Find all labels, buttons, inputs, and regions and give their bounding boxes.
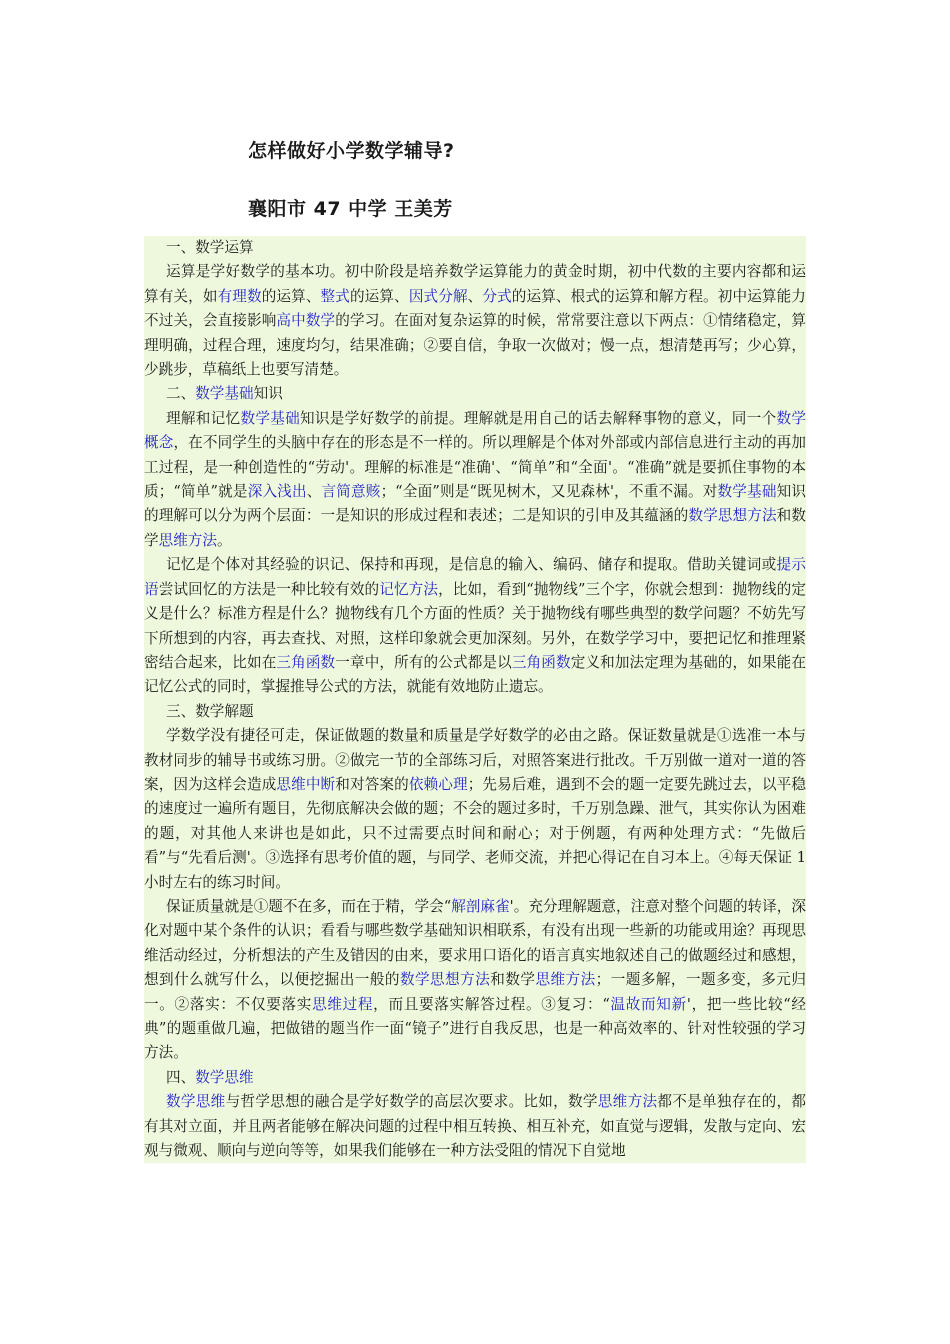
text-segment: ；一题多解，一题多变，多元归一。②落实：不仅要落实 xyxy=(144,971,806,1013)
text-segment: 和对答案的 xyxy=(335,775,409,793)
para-2 xyxy=(144,407,806,553)
text-segment: 定义和加法定理为基础的，如果能在记忆公式的同时，掌握推导公式的方法，就能有效地防止遗忘。 xyxy=(144,653,806,696)
article-body xyxy=(144,236,806,1163)
text-segment: 知识是学好数学的前提。理解就是用自己的话去解释事物的意义，同一个 xyxy=(300,409,777,427)
keyword-link[interactable]: 思维方法 xyxy=(597,1093,658,1111)
keyword-link[interactable]: 三角函数 xyxy=(511,653,571,671)
keyword-link[interactable]: 深入浅出 xyxy=(247,483,307,501)
text-segment: 与哲学思想的融合是学好数学的高层次要求。比如，数学 xyxy=(225,1093,598,1111)
keyword-link[interactable]: 数学思想方法 xyxy=(399,971,491,989)
para-3 xyxy=(144,553,806,699)
text-segment: '。充分理解题意，注意对整个问题的转译，深化对题中某个条件的认识；看看与哪些数学基础知识相联系，有没有出现一些新的功能或用途？再现思维活动经过，分析想法的产生及错因的由来，要求用口语化的语言真实地叙述自己的做题经过和感想，想到什么就写什么，以便挖掘出一般的 xyxy=(144,897,807,989)
text-segment: 学数学没有捷径可走，保证做题的数量和质量是学好数学的必由之路。保证数量就是①选准一本与教材同步的辅导书或练习册。②做完一节的全部练习后，对照答案进行批改。千万别做一道对一道的答案，因为这样会造成 xyxy=(144,727,806,793)
text-segment: 的运算、 xyxy=(349,287,409,305)
keyword-link[interactable]: 有理数 xyxy=(217,287,262,305)
text-segment: 。 xyxy=(217,531,232,549)
text-segment: ，而且要落实解答过程。③复习：“ xyxy=(373,995,610,1013)
text-segment: 理解和记忆 xyxy=(166,409,241,427)
keyword-link[interactable]: 数学概念 xyxy=(144,409,806,452)
text-segment: 知识 xyxy=(253,385,283,403)
para-5 xyxy=(144,895,806,1066)
text-segment: ；“全面”则是“既见树木，又见森林'，不重不漏。对 xyxy=(380,483,718,501)
keyword-link[interactable]: 数学思想方法 xyxy=(688,507,777,525)
keyword-link[interactable]: 言简意赅 xyxy=(321,483,381,501)
text-segment: ，在不同学生的头脑中存在的形态是不一样的。所以理解是个体对外部或内部信息进行主动的再加工过程，是一种创造性的“劳动'。理解的标准是“准确'、“简单”和“全面'。“准确”就是要抓住事物的本质；“简单”就是 xyxy=(144,434,806,501)
keyword-link[interactable]: 高中数学 xyxy=(276,312,336,330)
text-segment: 运算是学好数学的基本功。初中阶段是培养数学运算能力的黄金时期，初中代数的主要内容都和运算有关，如 xyxy=(144,263,806,305)
document-author: 襄阳市 47 中学 王美芳 xyxy=(248,198,453,220)
keyword-link[interactable]: 分式 xyxy=(482,287,512,305)
keyword-link[interactable]: 解剖麻雀 xyxy=(451,897,510,915)
text-segment: 一章中，所有的公式都是以 xyxy=(335,653,512,671)
document-title: 怎样做好小学数学辅导? xyxy=(248,140,455,162)
keyword-link[interactable]: 思维过程 xyxy=(312,995,374,1013)
keyword-link[interactable]: 温故而知新 xyxy=(609,995,687,1013)
text-segment: 三、数学解题 xyxy=(166,702,254,720)
keyword-link[interactable]: 因式分解 xyxy=(408,287,468,305)
text-segment: 、 xyxy=(467,287,483,305)
keyword-link[interactable]: 数学思维 xyxy=(195,1068,254,1086)
heading-3 xyxy=(144,700,806,724)
keyword-link[interactable]: 数学思维 xyxy=(166,1093,226,1111)
keyword-link[interactable]: 思维中断 xyxy=(276,775,336,793)
text-segment: 的运算、根式的运算和解方程。初中运算能力不过关，会直接影响 xyxy=(144,287,806,330)
heading-1 xyxy=(144,236,806,260)
keyword-link[interactable]: 思维方法 xyxy=(158,531,217,549)
text-segment: 一、数学运算 xyxy=(166,239,254,256)
text-segment: 四、 xyxy=(166,1068,196,1086)
keyword-link[interactable]: 依赖心理 xyxy=(408,775,468,793)
heading-4 xyxy=(144,1066,806,1090)
keyword-link[interactable]: 整式 xyxy=(320,287,350,305)
para-6 xyxy=(144,1090,806,1163)
para-1 xyxy=(144,260,806,382)
text-segment: 二、 xyxy=(166,385,196,403)
text-segment: ，比如，看到“抛物线”三个字，你就会想到：抛物线的定义是什么？标准方程是什么？抛物线有几个方面的性质？关于抛物线有哪些典型的数学问题？不妨先写下所想到的内容，再去查找、对照，这样印象就会更加深刻。另外，在数学学习中，要把记忆和推理紧密结合起来，比如在 xyxy=(144,580,806,671)
text-segment: 保证质量就是①题不在多，而在于精，学会“ xyxy=(166,897,452,915)
text-segment: 知识的理解可以分为两个层面：一是知识的形成过程和表述；二是知识的引申及其蕴涵的 xyxy=(144,483,806,525)
keyword-link[interactable]: 记忆方法 xyxy=(379,580,439,598)
keyword-link[interactable]: 数学基础 xyxy=(195,385,254,403)
text-segment: 都不是单独存在的，都有其对立面，并且两者能够在解决问题的过程中相互转换、相互补充，如直觉与逻辑，发散与定向、宏观与微观、顺向与逆向等等，如果我们能够在一种方法受阻的情况下自觉地 xyxy=(144,1093,806,1160)
text-segment: 记忆是个体对其经验的识记、保持和再现，是信息的输入、编码、储存和提取。借助关键词或 xyxy=(166,556,777,574)
text-segment: 和数学 xyxy=(144,507,806,549)
keyword-link[interactable]: 数学基础 xyxy=(240,409,301,427)
keyword-link[interactable]: 三角函数 xyxy=(276,653,336,671)
para-4 xyxy=(144,724,806,895)
keyword-link[interactable]: 提示语 xyxy=(144,556,806,598)
text-segment: 尝试回忆的方法是一种比较有效的 xyxy=(158,580,380,598)
keyword-link[interactable]: 思维方法 xyxy=(535,971,596,989)
text-segment: 的学习。在面对复杂运算的时候，常常要注意以下两点：①情绪稳定，算理明确，过程合理，速度均匀，结果准确；②要自信，争取一次做对；慢一点，想清楚再写；少心算，少跳步，草稿纸上也要写清楚。 xyxy=(144,312,806,379)
text-segment: ；先易后难，遇到不会的题一定要先跳过去，以平稳的速度过一遍所有题目，先彻底解决会做的题；不会的题过多时，千万别急躁、泄气，其实你认为困难的题，对其他人来讲也是如此，只不过需要点时间和耐心；对于例题，有两种处理方式：“先做后看”与“先看后测'。③选择有思考价值的题，与同学、老师交流，并把心得记在自习本上。④每天保证 1 小时左右的练习时间。 xyxy=(144,775,806,891)
keyword-link[interactable]: 数学基础 xyxy=(717,483,777,501)
heading-2 xyxy=(144,382,806,406)
text-segment: '，把一些比较“经典”的题重做几遍，把做错的题当作一面“镜子”进行自我反思，也是一种高效率的、针对性较强的学习方法。 xyxy=(144,995,806,1062)
text-segment: 、 xyxy=(306,483,322,501)
text-segment: 和数学 xyxy=(490,971,536,989)
text-segment: 的运算、 xyxy=(261,287,321,305)
